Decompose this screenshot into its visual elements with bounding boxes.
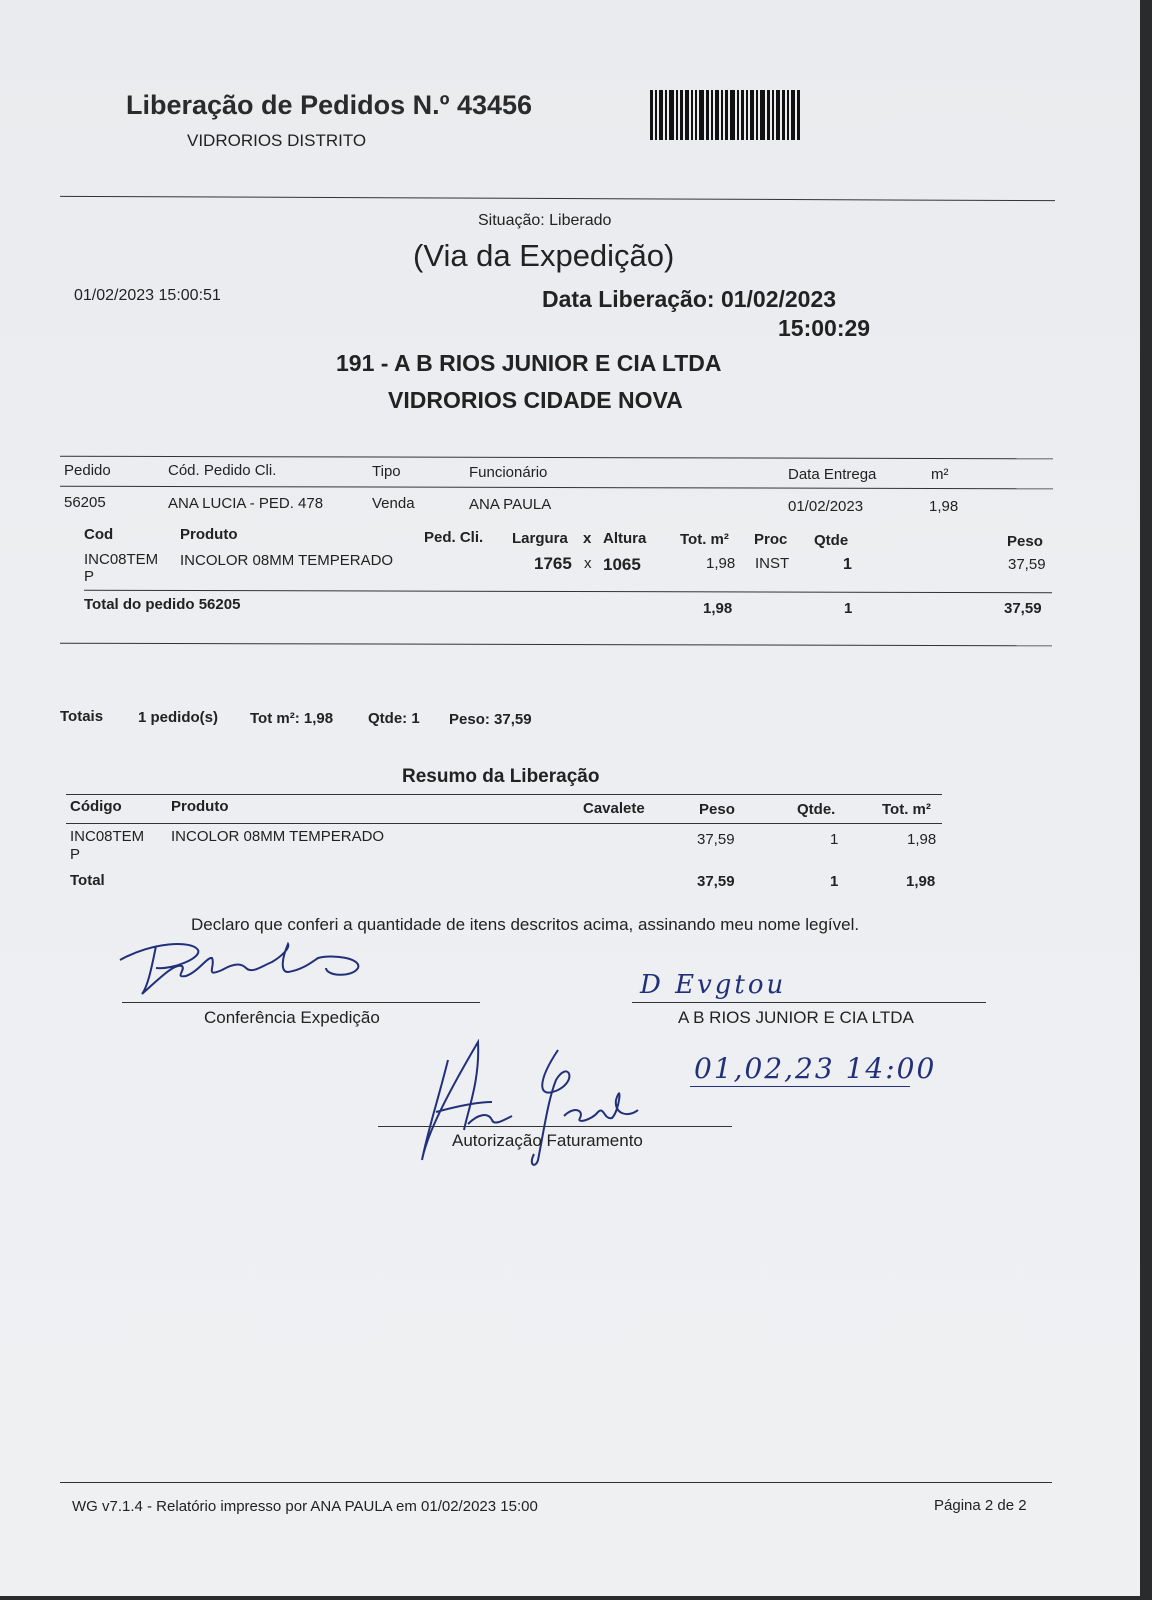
item-peso: 37,59 bbox=[1008, 556, 1046, 573]
resumo-title: Resumo da Liberação bbox=[402, 766, 600, 787]
col-header-m2: m² bbox=[931, 466, 949, 483]
totais-label: Totais bbox=[60, 708, 104, 725]
item-header-altura: Altura bbox=[603, 530, 647, 547]
signature-label-right: A B RIOS JUNIOR E CIA LTDA bbox=[678, 1008, 914, 1027]
resumo-tot-m2: 1,98 bbox=[907, 831, 937, 848]
signature-line-bottom bbox=[378, 1126, 732, 1127]
item-largura: 1765 bbox=[534, 554, 572, 573]
col-header-pedido: Pedido bbox=[64, 462, 111, 479]
signature-autorizacao bbox=[408, 1040, 648, 1175]
signature-conferencia bbox=[112, 936, 382, 1011]
order-m2: 1,98 bbox=[929, 498, 959, 515]
item-header-peso: Peso bbox=[1007, 533, 1043, 550]
footer-divider bbox=[60, 1482, 1052, 1483]
item-x: x bbox=[584, 555, 592, 572]
item-cod-line2: P bbox=[84, 568, 95, 585]
data-liberacao-time: 15:00:29 bbox=[778, 315, 871, 341]
item-header-cod: Cod bbox=[84, 526, 114, 543]
col-header-tipo: Tipo bbox=[372, 463, 401, 480]
item-produto: INCOLOR 08MM TEMPERADO bbox=[180, 552, 394, 569]
resumo-total-label: Total bbox=[70, 872, 105, 889]
order-pedido: 56205 bbox=[64, 494, 106, 511]
footer-page-number: Página 2 de 2 bbox=[934, 1497, 1027, 1514]
item-proc: INST bbox=[755, 555, 790, 572]
resumo-total-peso: 37,59 bbox=[697, 873, 735, 890]
item-header-tot-m2: Tot. m² bbox=[680, 531, 729, 548]
resumo-header-qtde: Qtde. bbox=[797, 801, 836, 818]
via-label: (Via da Expedição) bbox=[413, 238, 675, 273]
resumo-header-produto: Produto bbox=[171, 798, 229, 815]
print-datetime: 01/02/2023 15:00:51 bbox=[74, 287, 221, 304]
footer-left: WG v7.1.4 - Relatório impresso por ANA PAULA em 01/02/2023 15:00 bbox=[72, 1498, 538, 1515]
resumo-total-tot-m2: 1,98 bbox=[906, 873, 936, 890]
divider bbox=[66, 823, 942, 824]
divider bbox=[60, 456, 1053, 460]
order-tipo: Venda bbox=[372, 495, 415, 512]
client-store: VIDRORIOS CIDADE NOVA bbox=[388, 387, 683, 413]
order-total-qtde: 1 bbox=[844, 600, 853, 617]
item-header-largura: Largura bbox=[512, 530, 568, 547]
resumo-qtde: 1 bbox=[830, 831, 839, 848]
resumo-header-peso: Peso bbox=[699, 801, 735, 818]
signature-right-handwriting: D Evgtou bbox=[640, 970, 787, 1000]
date-underline bbox=[690, 1086, 910, 1087]
divider bbox=[66, 794, 942, 795]
col-header-cod-pedido-cli: Cód. Pedido Cli. bbox=[168, 462, 277, 479]
barcode bbox=[650, 90, 826, 140]
situacao: Situação: Liberado bbox=[478, 212, 612, 229]
totais-peso: Peso: 37,59 bbox=[449, 711, 532, 728]
company-name: VIDRORIOS DISTRITO bbox=[187, 131, 367, 150]
order-funcionario: ANA PAULA bbox=[469, 496, 552, 513]
totais-qtde: Qtde: 1 bbox=[368, 710, 420, 727]
item-altura: 1065 bbox=[603, 555, 641, 574]
resumo-codigo-line1: INC08TEM bbox=[70, 828, 145, 845]
divider bbox=[60, 196, 1055, 201]
signature-label-bottom: Autorização Faturamento bbox=[452, 1131, 643, 1150]
col-header-data-entrega: Data Entrega bbox=[788, 466, 877, 483]
divider bbox=[60, 486, 1053, 490]
declaration-text: Declaro que conferi a quantidade de itens descritos acima, assinando meu nome legível. bbox=[191, 915, 860, 934]
resumo-total-qtde: 1 bbox=[830, 873, 839, 890]
order-cod-pedido-cli: ANA LUCIA - PED. 478 bbox=[168, 495, 324, 512]
order-total-peso: 37,59 bbox=[1004, 600, 1042, 617]
totais-tot-m2: Tot m²: 1,98 bbox=[250, 710, 334, 727]
totais-pedidos: 1 pedido(s) bbox=[138, 709, 219, 726]
order-total-m2: 1,98 bbox=[703, 600, 733, 617]
item-qtde: 1 bbox=[843, 556, 852, 573]
col-header-funcionario: Funcionário bbox=[469, 464, 548, 481]
item-tot-m2: 1,98 bbox=[706, 555, 736, 572]
item-header-produto: Produto bbox=[180, 526, 238, 543]
item-header-x: x bbox=[583, 530, 592, 547]
divider bbox=[60, 643, 1052, 647]
resumo-produto: INCOLOR 08MM TEMPERADO bbox=[171, 828, 385, 845]
data-liberacao: Data Liberação: 01/02/2023 bbox=[542, 286, 837, 312]
divider bbox=[84, 590, 1052, 594]
resumo-peso: 37,59 bbox=[697, 831, 735, 848]
signature-line-left bbox=[122, 1002, 480, 1003]
signature-label-left: Conferência Expedição bbox=[204, 1008, 380, 1027]
order-total-label: Total do pedido 56205 bbox=[84, 596, 241, 613]
item-header-proc: Proc bbox=[754, 531, 788, 548]
handwritten-date: 01,02,23 14:00 bbox=[694, 1052, 937, 1085]
document-title: Liberação de Pedidos N.º 43456 bbox=[126, 90, 533, 120]
item-header-ped-cli: Ped. Cli. bbox=[424, 529, 484, 546]
item-header-qtde: Qtde bbox=[814, 532, 849, 549]
signature-line-right bbox=[632, 1002, 986, 1003]
resumo-header-tot-m2: Tot. m² bbox=[882, 801, 931, 818]
resumo-header-cavalete: Cavalete bbox=[583, 800, 645, 817]
client-name: 191 - A B RIOS JUNIOR E CIA LTDA bbox=[336, 350, 722, 376]
resumo-header-codigo: Código bbox=[70, 798, 122, 815]
item-cod-line1: INC08TEM bbox=[84, 551, 159, 568]
resumo-codigo-line2: P bbox=[70, 846, 81, 863]
order-data-entrega: 01/02/2023 bbox=[788, 498, 864, 515]
